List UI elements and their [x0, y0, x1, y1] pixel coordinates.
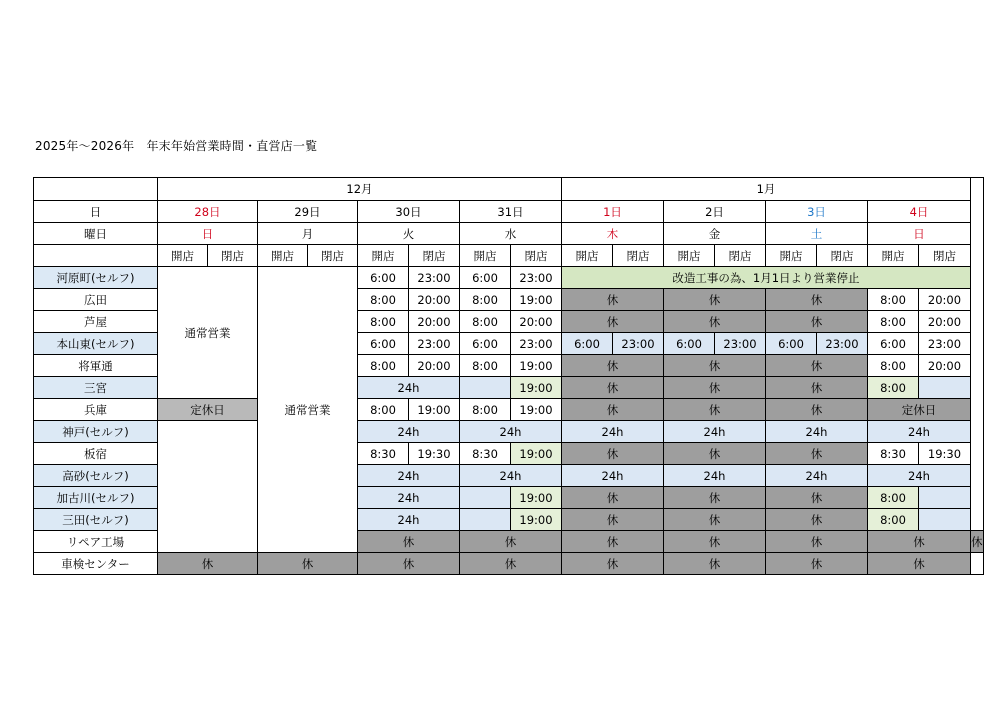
open-time: 6:00 [358, 333, 409, 355]
store-row [34, 399, 984, 421]
open-time: 8:00 [358, 355, 409, 377]
page-title: 2025年～2026年 年末年始営業時間・直営店一覧 [35, 139, 318, 153]
open-time: 6:00 [766, 333, 817, 355]
open-label: 開店 [358, 245, 409, 267]
closed-cell: 休 [766, 553, 868, 575]
weekday-2: 金 [664, 223, 766, 245]
closed-cell: 休 [158, 553, 258, 575]
closed-cell: 休 [664, 289, 766, 311]
corner-cell [34, 178, 158, 201]
closed-cell: 休 [766, 355, 868, 377]
closed-cell: 休 [258, 553, 358, 575]
open-time: 8:00 [358, 311, 409, 333]
closed-cell: 休 [868, 553, 971, 575]
closed-cell: 休 [971, 531, 984, 553]
open-time: 8:00 [868, 311, 919, 333]
store-name: 板宿 [34, 443, 158, 465]
close-time: 19:00 [511, 509, 562, 531]
open-time: 6:00 [664, 333, 715, 355]
row-label-date: 日 [34, 201, 158, 223]
close-label: 閉店 [409, 245, 460, 267]
weekday-28: 日 [158, 223, 258, 245]
closed-cell: 休 [562, 509, 664, 531]
date-2: 2日 [664, 201, 766, 223]
all-day-empty [460, 487, 511, 509]
close-time: 19:30 [409, 443, 460, 465]
all-day-cell: 24h [562, 465, 664, 487]
closed-cell: 休 [358, 531, 460, 553]
all-day-cell: 24h [358, 509, 460, 531]
all-day-empty [460, 377, 511, 399]
weekday-4: 日 [868, 223, 971, 245]
open-time: 8:00 [868, 377, 919, 399]
closed-cell: 休 [664, 355, 766, 377]
closed-cell: 休 [766, 311, 868, 333]
corner-cell-2 [34, 245, 158, 267]
all-day-cell: 24h [868, 465, 971, 487]
all-day-cell: 24h [562, 421, 664, 443]
all-day-cell: 24h [766, 465, 868, 487]
month-december: 12月 [158, 178, 562, 201]
store-name: 高砂(セルフ) [34, 465, 158, 487]
store-name: 広田 [34, 289, 158, 311]
closed-cell: 休 [664, 311, 766, 333]
all-day-cell: 24h [664, 465, 766, 487]
closed-cell: 休 [562, 355, 664, 377]
close-time: 19:00 [511, 487, 562, 509]
all-day-cell: 24h [460, 421, 562, 443]
closed-cell: 休 [766, 509, 868, 531]
date-row [34, 201, 984, 223]
open-time: 8:00 [868, 355, 919, 377]
open-time: 8:00 [358, 289, 409, 311]
open-label: 開店 [460, 245, 511, 267]
close-time: 20:00 [409, 289, 460, 311]
date-29: 29日 [258, 201, 358, 223]
regular-holiday-28: 定休日 [158, 399, 258, 421]
closed-cell: 休 [766, 377, 868, 399]
close-time: 23:00 [511, 333, 562, 355]
close-time: 20:00 [409, 311, 460, 333]
open-label: 開店 [766, 245, 817, 267]
open-close-row [34, 245, 984, 267]
closed-cell: 休 [562, 289, 664, 311]
close-time: 20:00 [511, 311, 562, 333]
closed-cell: 休 [766, 399, 868, 421]
renovation-notice: 改造工事の為、1月1日より営業停止 [562, 267, 971, 289]
open-label: 開店 [158, 245, 208, 267]
closed-cell: 休 [562, 487, 664, 509]
closed-cell: 休 [766, 289, 868, 311]
closed-cell: 休 [562, 311, 664, 333]
close-time: 19:00 [511, 355, 562, 377]
closed-cell: 休 [664, 553, 766, 575]
store-name: 三田(セルフ) [34, 509, 158, 531]
date-28: 28日 [158, 201, 258, 223]
open-time: 8:00 [460, 355, 511, 377]
date-1: 1日 [562, 201, 664, 223]
close-time: 23:00 [409, 267, 460, 289]
date-4: 4日 [868, 201, 971, 223]
close-label: 閉店 [715, 245, 766, 267]
close-time: 20:00 [409, 355, 460, 377]
store-name: 三宮 [34, 377, 158, 399]
close-time: 19:00 [409, 399, 460, 421]
all-day-empty [919, 509, 971, 531]
weekday-30: 火 [358, 223, 460, 245]
close-time: 20:00 [919, 311, 971, 333]
store-name: 河原町(セルフ) [34, 267, 158, 289]
month-row [34, 178, 984, 201]
close-time: 23:00 [715, 333, 766, 355]
store-name: 車検センター [34, 553, 158, 575]
date-30: 30日 [358, 201, 460, 223]
close-time: 20:00 [919, 289, 971, 311]
weekday-3: 土 [766, 223, 868, 245]
close-time: 23:00 [919, 333, 971, 355]
all-day-cell: 24h [868, 421, 971, 443]
close-time: 19:00 [511, 377, 562, 399]
close-label: 閉店 [613, 245, 664, 267]
all-day-empty [919, 487, 971, 509]
date-31: 31日 [460, 201, 562, 223]
month-january: 1月 [562, 178, 971, 201]
open-time: 6:00 [358, 267, 409, 289]
open-time: 8:00 [460, 311, 511, 333]
open-time: 8:00 [358, 399, 409, 421]
open-time: 6:00 [562, 333, 613, 355]
close-label: 閉店 [308, 245, 358, 267]
closed-cell: 休 [664, 531, 766, 553]
close-time: 19:00 [511, 399, 562, 421]
closed-cell: 休 [766, 531, 868, 553]
all-day-cell: 24h [358, 421, 460, 443]
all-day-cell: 24h [460, 465, 562, 487]
closed-cell: 休 [562, 443, 664, 465]
normal-hours-28-upper: 通常営業 [158, 267, 258, 399]
open-time: 8:30 [358, 443, 409, 465]
store-row [34, 267, 984, 289]
store-name: 加古川(セルフ) [34, 487, 158, 509]
open-time: 8:00 [868, 289, 919, 311]
closed-cell: 休 [664, 399, 766, 421]
close-label: 閉店 [817, 245, 868, 267]
store-row [34, 421, 984, 443]
close-time: 23:00 [613, 333, 664, 355]
open-time: 8:30 [460, 443, 511, 465]
open-time: 6:00 [868, 333, 919, 355]
all-day-empty [919, 377, 971, 399]
store-row [34, 553, 984, 575]
close-time: 19:00 [511, 443, 562, 465]
close-label: 閉店 [919, 245, 971, 267]
store-name: 神戸(セルフ) [34, 421, 158, 443]
closed-cell: 休 [664, 509, 766, 531]
open-time: 8:00 [868, 509, 919, 531]
store-name: 兵庫 [34, 399, 158, 421]
store-name: 芦屋 [34, 311, 158, 333]
closed-cell: 休 [562, 531, 664, 553]
weekday-31: 水 [460, 223, 562, 245]
store-name: リペア工場 [34, 531, 158, 553]
store-name: 本山東(セルフ) [34, 333, 158, 355]
closed-cell: 休 [868, 531, 971, 553]
row-label-weekday: 曜日 [34, 223, 158, 245]
store-name: 将軍通 [34, 355, 158, 377]
regular-holiday-4: 定休日 [868, 399, 971, 421]
all-day-cell: 24h [358, 487, 460, 509]
close-time: 19:00 [511, 289, 562, 311]
close-time: 20:00 [919, 355, 971, 377]
closed-cell: 休 [358, 553, 460, 575]
closed-cell: 休 [664, 443, 766, 465]
open-label: 開店 [258, 245, 308, 267]
normal-hours-29: 通常営業 [258, 267, 358, 553]
closed-cell: 休 [562, 553, 664, 575]
close-label: 閉店 [511, 245, 562, 267]
open-time: 6:00 [460, 267, 511, 289]
date-3: 3日 [766, 201, 868, 223]
close-time: 23:00 [817, 333, 868, 355]
open-time: 8:30 [868, 443, 919, 465]
weekday-1: 木 [562, 223, 664, 245]
closed-cell: 休 [664, 377, 766, 399]
open-time: 6:00 [460, 333, 511, 355]
open-time: 8:00 [868, 487, 919, 509]
open-label: 開店 [664, 245, 715, 267]
close-time: 19:30 [919, 443, 971, 465]
closed-cell: 休 [562, 399, 664, 421]
open-label: 開店 [562, 245, 613, 267]
close-time: 23:00 [511, 267, 562, 289]
all-day-cell: 24h [358, 465, 460, 487]
close-time: 23:00 [409, 333, 460, 355]
all-day-cell: 24h [358, 377, 460, 399]
closed-cell: 休 [664, 487, 766, 509]
blank-28-lower [158, 421, 258, 553]
all-day-empty [460, 509, 511, 531]
closed-cell: 休 [460, 553, 562, 575]
all-day-cell: 24h [664, 421, 766, 443]
schedule-table [33, 177, 984, 575]
closed-cell: 休 [766, 443, 868, 465]
close-label: 閉店 [208, 245, 258, 267]
weekday-29: 月 [258, 223, 358, 245]
open-time: 8:00 [460, 289, 511, 311]
closed-cell: 休 [460, 531, 562, 553]
closed-cell: 休 [562, 377, 664, 399]
weekday-row [34, 223, 984, 245]
closed-cell: 休 [766, 487, 868, 509]
open-label: 開店 [868, 245, 919, 267]
all-day-cell: 24h [766, 421, 868, 443]
open-time: 8:00 [460, 399, 511, 421]
